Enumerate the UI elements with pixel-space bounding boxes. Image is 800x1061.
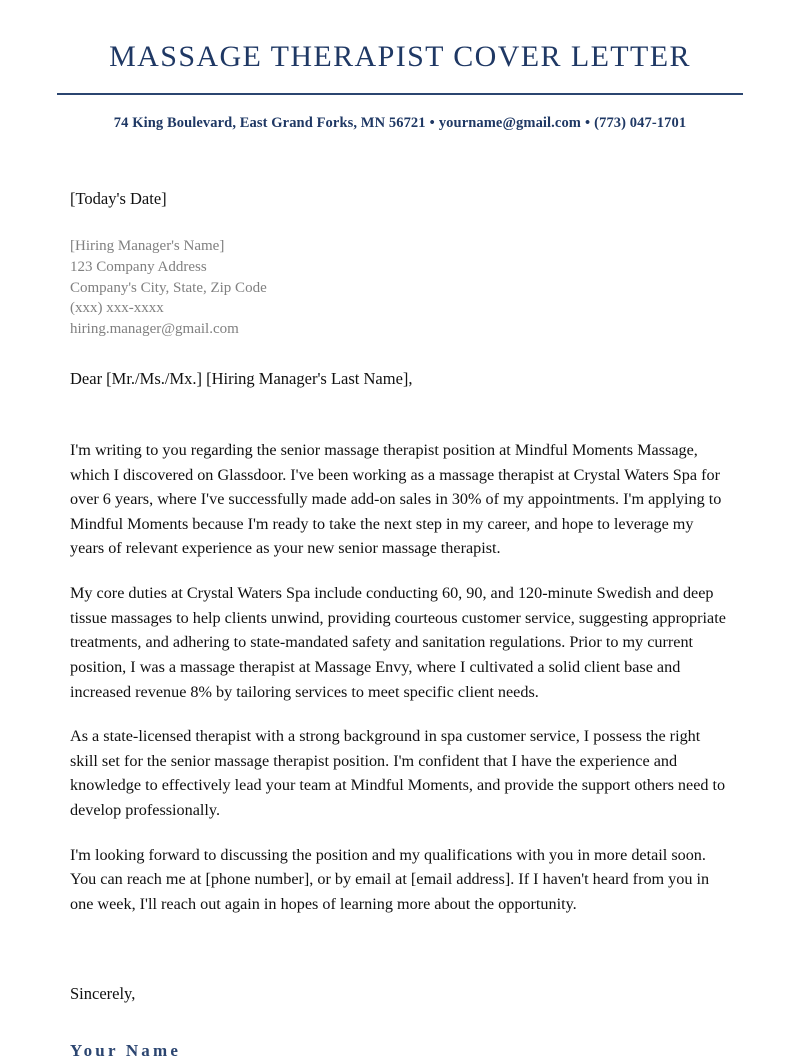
recipient-line: 123 Company Address [70,258,207,275]
closing-line: Sincerely, [70,983,136,1003]
body-paragraph: My core duties at Crystal Waters Spa include conducting 60, 90, and 120-minute Swedish and deep tissue massages to help clients unwind, providing courteous customer service, suggesting appropriate treatments, and adhering to state-mandated safety and sanitation regulations. Prior to my current position, I was a massage therapist at Massage Envy, where I cultivated a solid client base and increased revenue 8% by tailoring services to meet specific client needs. [70,584,726,701]
body-paragraph: As a state-licensed therapist with a strong background in spa customer service, I possess the right skill set for the senior massage therapist position. I'm confident that I have the experience and knowledge to effectively lead your team at Mindful Moments, and provide the support others need to develop professionally. [70,727,726,820]
salutation: Dear [Mr./Ms./Mx.] [Hiring Manager's Last Name], [70,368,413,388]
header-divider [57,93,743,95]
recipient-address-block [70,236,726,339]
recipient-line: hiring.manager@gmail.com [70,321,239,338]
recipient-line: Company's City, State, Zip Code [70,279,267,296]
recipient-line: (xxx) xxx-xxxx [70,300,164,317]
contact-separator-icon: • [429,115,435,131]
contact-email[interactable]: yourname@gmail.com [438,115,581,131]
body-paragraph: I'm writing to you regarding the senior massage therapist position at Mindful Moments Massage, which I discovered on Glassdoor. I've been working as a massage therapist at Crystal Waters Spa for over 6 years, where I've successfully made add-on sales in 30% of my appointments. I'm applying to Mindful Moments because I'm ready to take the next step in my career, and hope to leverage my years of relevant experience as your new senior massage therapist. [70,440,722,558]
signature-name: Your Name [70,1040,182,1060]
recipient-line: [Hiring Manager's Name] [70,238,225,255]
letter-date: [Today's Date] [70,189,167,208]
letter-header [0,0,800,132]
contact-info-line [0,115,800,132]
contact-separator-icon: • [584,115,591,131]
contact-address: 74 King Boulevard, East Grand Forks, MN 56721 [113,115,426,131]
letter-body [0,188,800,1061]
page-title: MASSAGE THERAPIST COVER LETTER [109,40,691,73]
body-paragraph: I'm looking forward to discussing the position and my qualifications with you in more detail soon. You can reach me at [phone number], or by email at [email address]. If I haven't heard from you in one week, I'll reach out again in hopes of learning more about the opportunity. [70,845,710,913]
body-paragraphs [70,438,726,917]
contact-phone: (773) 047-1701 [594,115,687,131]
